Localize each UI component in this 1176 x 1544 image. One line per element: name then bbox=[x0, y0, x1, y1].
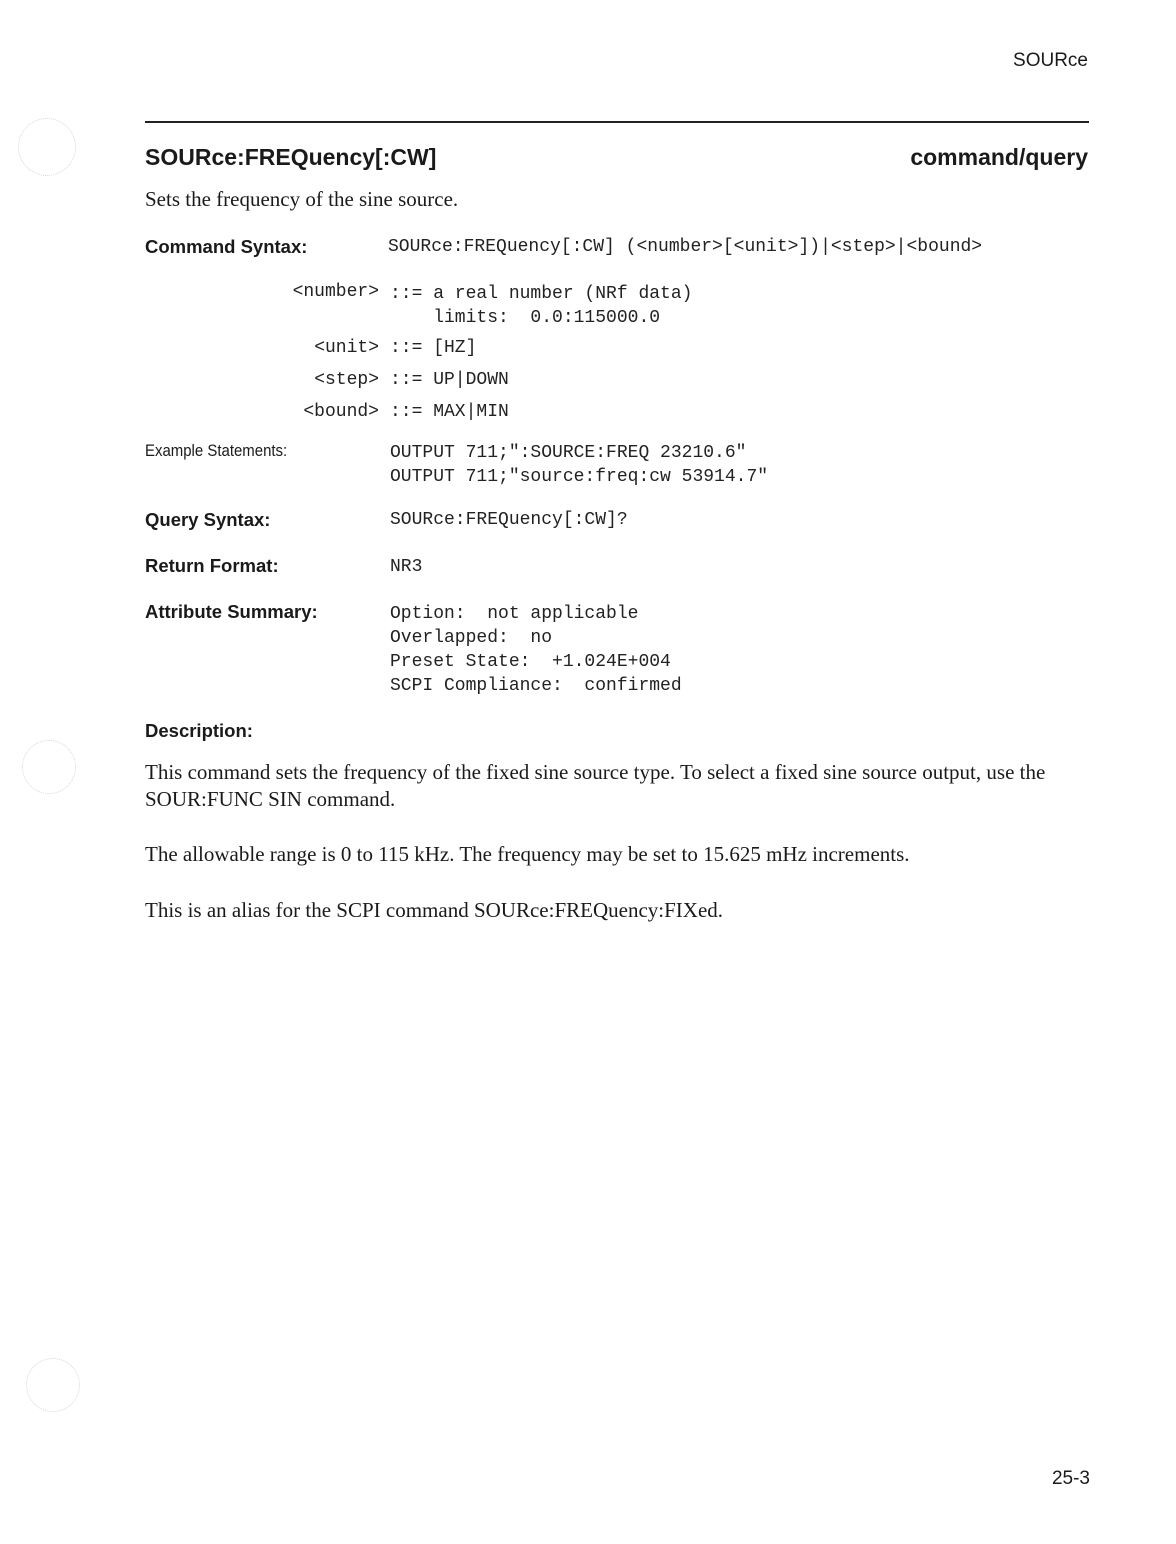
command-title: SOURce:FREQuency[:CW] bbox=[145, 144, 437, 170]
command-type: command/query bbox=[910, 144, 1088, 170]
description-paragraph: This is an alias for the SCPI command SOURce:FREQuency:FIXed. bbox=[145, 898, 724, 922]
punch-hole-middle bbox=[22, 740, 76, 794]
definition-term-bound: <bound> bbox=[303, 402, 379, 422]
return-format-label: Return Format: bbox=[145, 555, 279, 576]
description-label: Description: bbox=[145, 720, 253, 741]
definition-body-unit: ::= [HZ] bbox=[390, 338, 477, 358]
definition-term-step: <step> bbox=[314, 370, 379, 390]
query-syntax-label: Query Syntax: bbox=[145, 509, 271, 530]
attribute-summary-label: Attribute Summary: bbox=[145, 601, 318, 622]
punch-hole-top bbox=[18, 118, 76, 176]
command-syntax-label: Command Syntax: bbox=[145, 236, 308, 257]
definition-body-step: ::= UP|DOWN bbox=[390, 370, 509, 390]
attribute-summary-values: Option: not applicable Overlapped: no Preset State: +1.024E+004 SCPI Compliance: confirmed bbox=[390, 604, 682, 696]
example-statements-code: OUTPUT 711;":SOURCE:FREQ 23210.6" OUTPUT 711;"source:freq:cw 53914.7" bbox=[390, 443, 769, 487]
punch-hole-bottom bbox=[26, 1358, 80, 1412]
definition-body-bound: ::= MAX|MIN bbox=[390, 402, 509, 422]
return-format-value: NR3 bbox=[390, 557, 423, 577]
description-paragraph: This command sets the frequency of the fixed sine source type. To select a fixed sine source output, use the SOUR:FUNC SIN command. bbox=[145, 760, 1046, 811]
example-statements-label: Example Statements: bbox=[145, 441, 288, 460]
intro-text: Sets the frequency of the sine source. bbox=[145, 187, 459, 211]
definition-body-number: ::= a real number (NRf data) limits: 0.0:115000.0 bbox=[390, 284, 693, 328]
page-number: 25-3 bbox=[1051, 1468, 1090, 1489]
query-syntax-value: SOURce:FREQuency[:CW]? bbox=[390, 510, 628, 530]
description-paragraph: The allowable range is 0 to 115 kHz. The frequency may be set to 15.625 mHz increments. bbox=[145, 842, 910, 866]
definition-term-number: <number> bbox=[292, 282, 379, 302]
command-syntax-value: SOURce:FREQuency[:CW] (<number>[<unit>])|<step>|<bound> bbox=[388, 237, 983, 257]
running-head: SOURce bbox=[1013, 50, 1088, 71]
definition-term-unit: <unit> bbox=[314, 338, 379, 358]
header-rule bbox=[145, 121, 1089, 123]
